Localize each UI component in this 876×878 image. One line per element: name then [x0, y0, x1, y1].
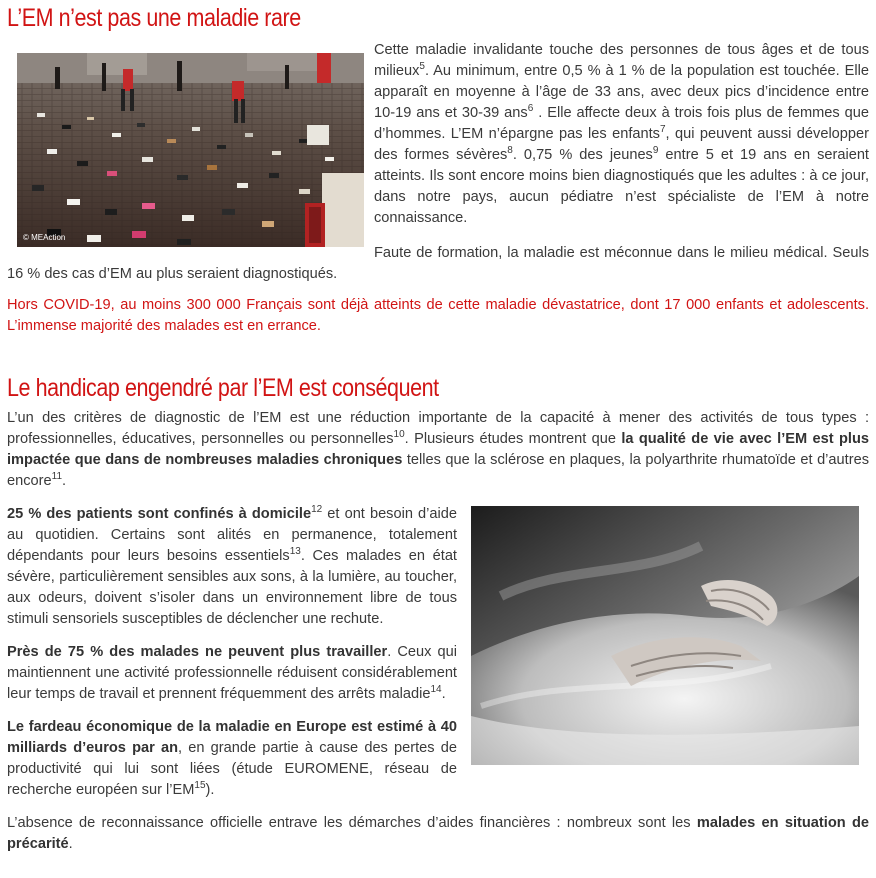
- hands-on-pillow-photo: [471, 506, 859, 765]
- text: .: [62, 473, 67, 489]
- section-title-handicap: Le handicap engendré par l’EM est conséquent: [7, 374, 439, 402]
- footnote-ref-5[interactable]: 5: [419, 61, 425, 73]
- paragraph-covid-highlight: Hors COVID-19, au moins 300 000 Français sont déjà atteints de cette maladie dévastatrice, dont 17 000 enfants et adolescents. L’immense majorité des malades est en errance.: [7, 297, 869, 334]
- text: .: [68, 836, 73, 852]
- footnote-ref-14[interactable]: 14: [430, 684, 442, 696]
- text: L’un des critères de diagnostic de l’EM est une réduction importante de la capacité à mener des activités de tous types : professionnelles, éducatives, personnelles ou personnelles: [7, 410, 869, 447]
- footnote-ref-8[interactable]: 8: [507, 145, 513, 157]
- text: . Plusieurs études montrent que: [404, 431, 622, 447]
- bold-text: 25 % des patients sont confinés à domicile: [7, 506, 312, 522]
- text: , qui peuvent aussi développer des formes sévères: [374, 126, 870, 163]
- footnote-ref-15[interactable]: 15: [194, 780, 206, 792]
- section-title-rare-disease: L’EM n’est pas une maladie rare: [7, 4, 301, 32]
- hands-pillow-image: [471, 506, 859, 765]
- bold-text: Le fardeau économique de la maladie en Europe est estimé à 40 milliards d’euros par an: [7, 719, 457, 756]
- text: entre 5 et 19 ans en seraient atteints. Ils sont encore moins bien diagnostiqués que les adultes : à ce jour, dans notre pays, aucun pédiatre n’est spécialiste de l’EM à notre connaissance.: [374, 147, 869, 226]
- bold-text: la qualité de vie avec l’EM est plus impactée que dans de nombreuses maladies chroniques: [7, 431, 869, 468]
- text: telles que la sclérose en plaques, la polyarthrite rhumatoïde et d’autres encore: [7, 452, 869, 489]
- text: . Ces malades en état sévère, particulièrement sensibles aux sons, à la lumière, au toucher, aux odeurs, doivent s’isoler dans un environnement libre de tous stimuli sensoriels susceptibles de déclencher une rechute.: [7, 548, 457, 627]
- text: . 0,75 % des jeunes: [512, 147, 653, 163]
- text: . Ceux qui maintiennent une activité professionnelle réduisent considérablement leur temps de travail et prennent fréquemment des arrêts maladie: [7, 644, 457, 702]
- text: .: [441, 686, 446, 702]
- paragraph-diagnostic-criteria: [7, 408, 869, 492]
- text: ).: [205, 782, 215, 798]
- footnote-ref-9[interactable]: 9: [652, 145, 659, 157]
- footnote-ref-7[interactable]: 7: [659, 124, 666, 136]
- footnote-ref-12[interactable]: 12: [311, 504, 323, 516]
- text: , en grande partie à cause des pertes de productivité qui lui sont liées (étude EUROMENE, réseau de recherche européen sur l’EM: [7, 740, 457, 798]
- text: . Elle affecte deux à trois fois plus de femmes que d’hommes. L’EM n’épargne pas les enfants: [374, 105, 869, 142]
- shoes-protest-photo: [17, 53, 364, 247]
- shoes-protest-image: [17, 53, 364, 247]
- footnote-ref-11[interactable]: 11: [51, 471, 63, 483]
- footnote-ref-13[interactable]: 13: [289, 546, 301, 558]
- text: et ont besoin d’aide au quotidien. Certains sont alités en permanence, totalement dépendants pour leurs besoins essentiels: [7, 506, 457, 564]
- text: Cette maladie invalidante touche des personnes de tous âges et de tous milieux: [374, 42, 869, 79]
- bold-text: malades en situation de précarité: [7, 815, 869, 852]
- text: L’absence de reconnaissance officielle entrave les démarches d’aides financières : nombreux sont les: [7, 815, 697, 831]
- footnote-ref-6[interactable]: 6: [527, 103, 534, 115]
- section-handicap: [7, 408, 869, 867]
- section-rare-disease: [7, 40, 869, 347]
- footnote-ref-10[interactable]: 10: [393, 429, 405, 441]
- paragraph-precarity: [7, 813, 869, 855]
- paragraph-diagnosis: Faute de formation, la maladie est méconnue dans le milieu médical. Seuls 16 % des cas d’EM au plus seraient diagnostiqués.: [7, 245, 869, 282]
- bold-text: Près de 75 % des malades ne peuvent plus travailler: [7, 644, 388, 660]
- text: . Au minimum, entre 0,5 % à 1 % de la population est touchée. Elle apparaît en moyenne à l’âge de 33 ans, avec deux pics d’incidence entre 10-19 ans et 30-39 ans: [374, 63, 869, 121]
- photo-credit: © MEAction: [23, 233, 66, 242]
